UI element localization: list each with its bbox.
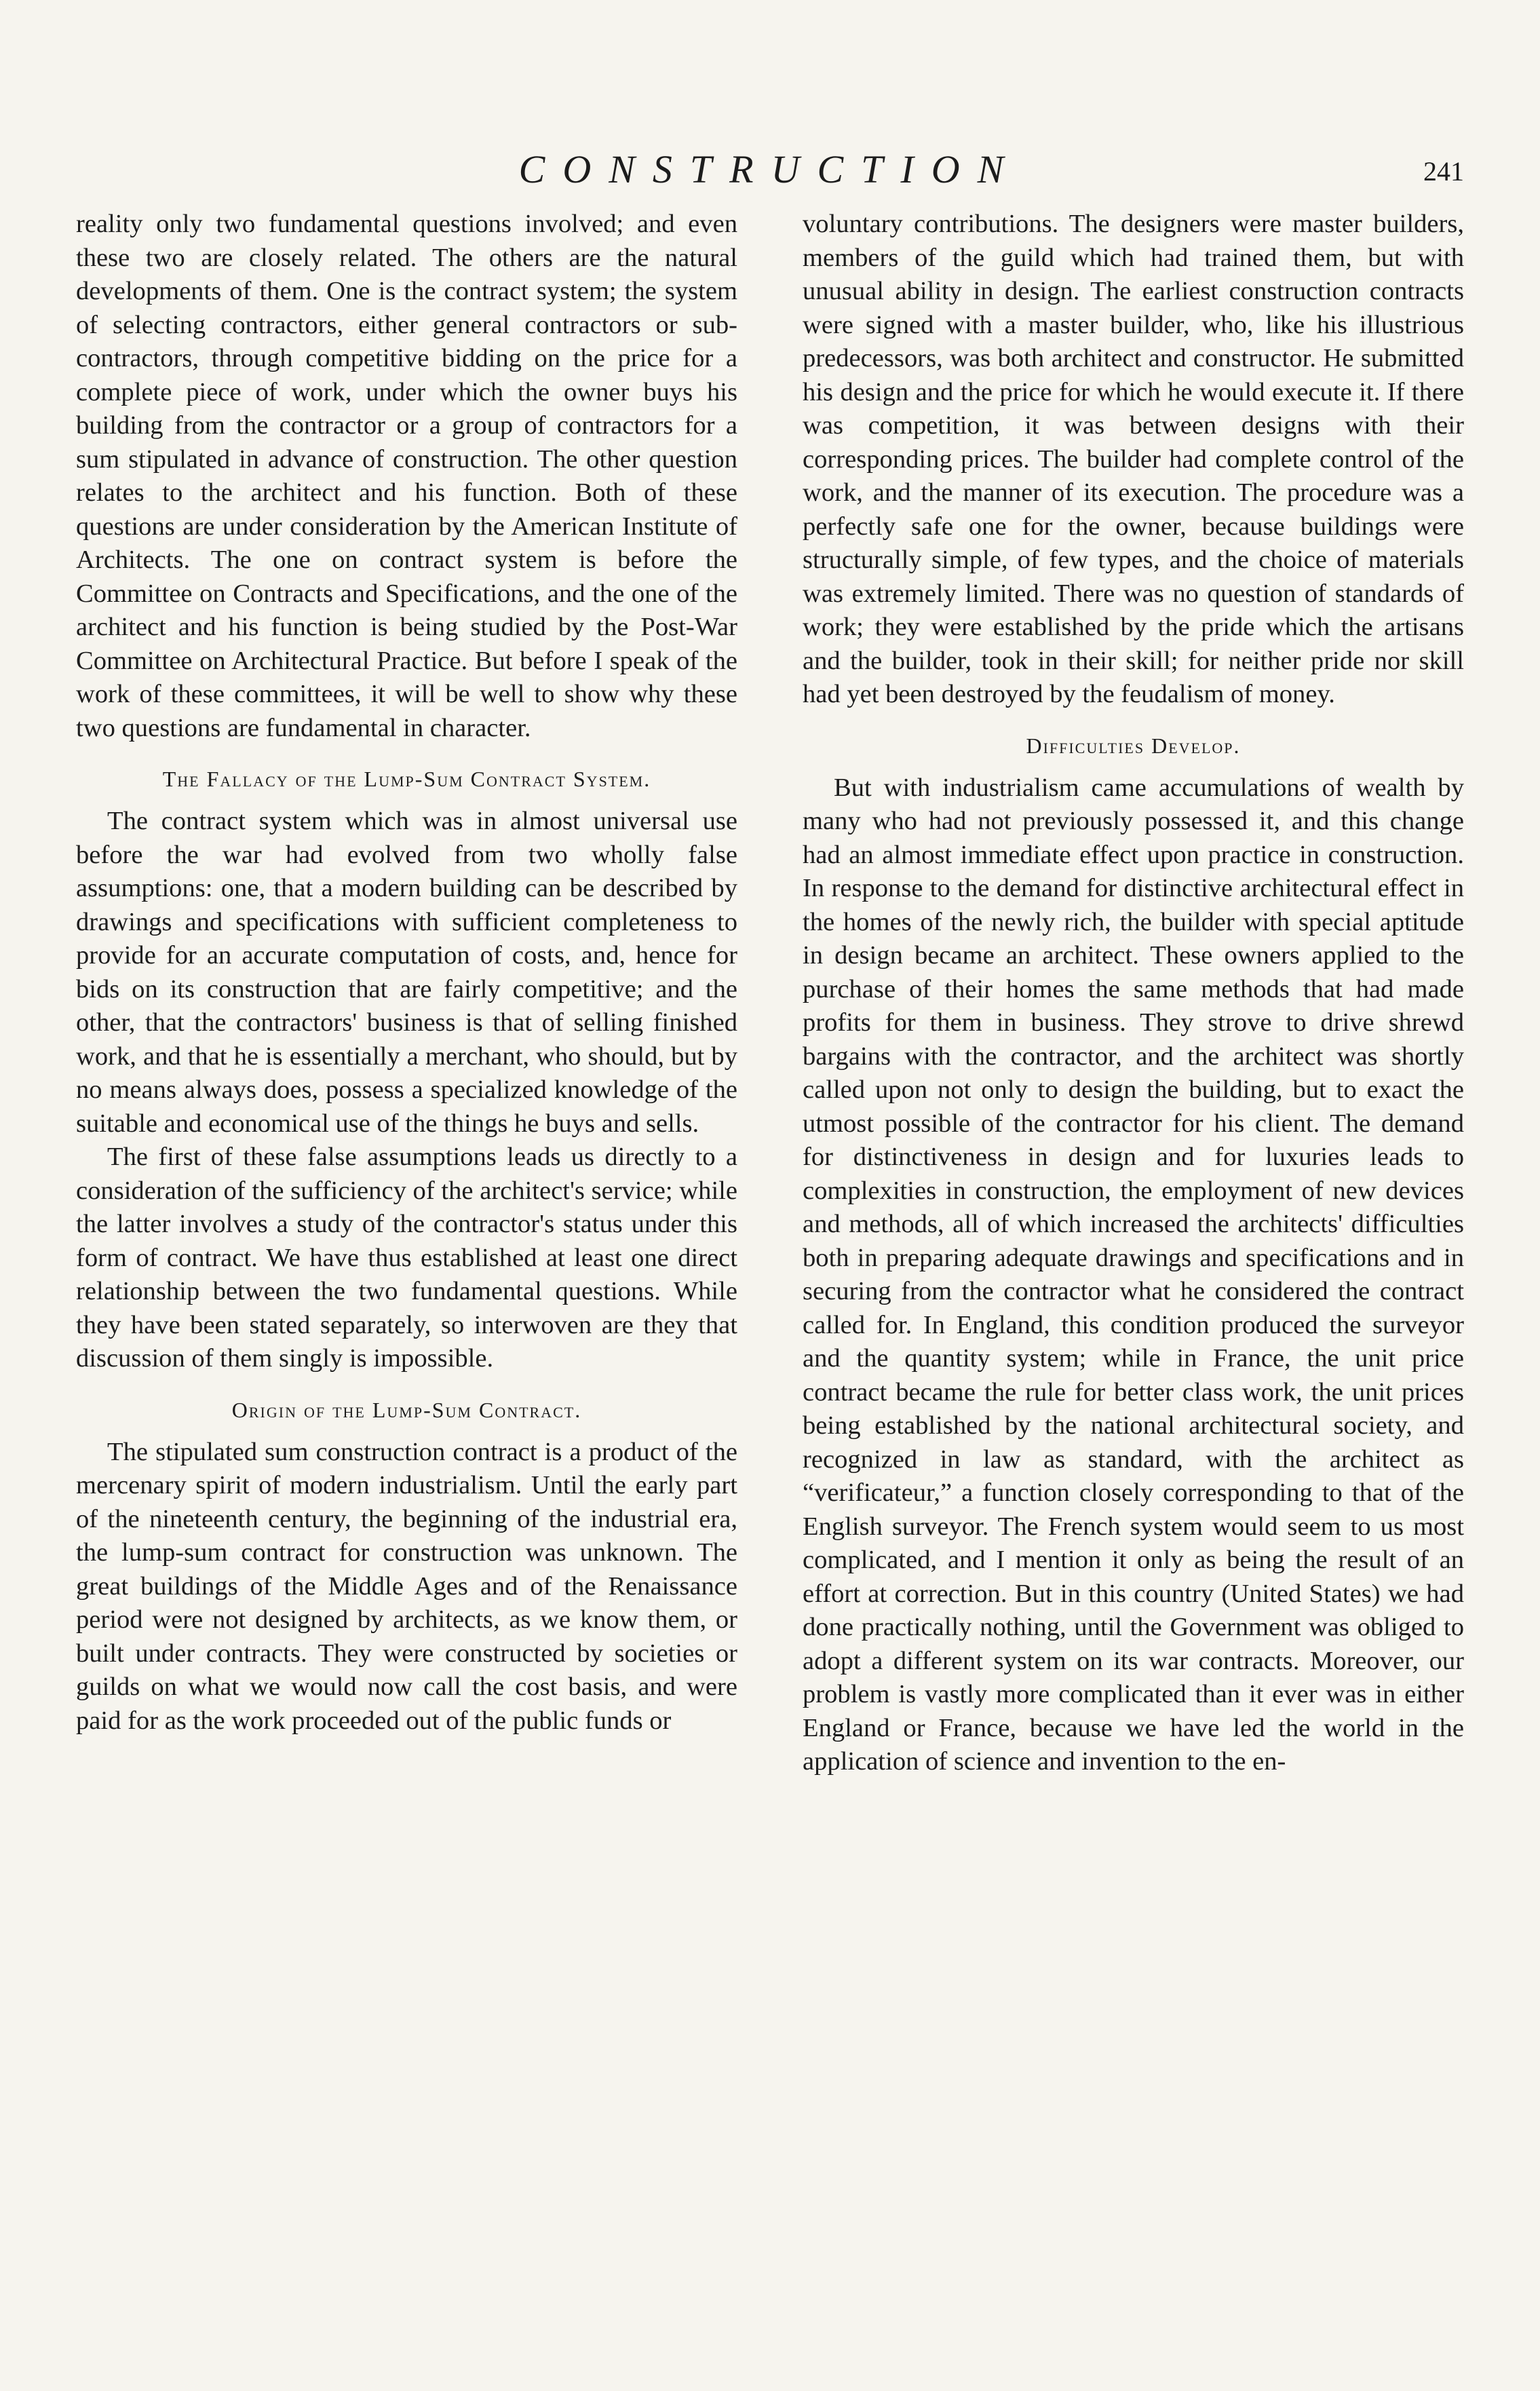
section-heading: Origin of the Lump-Sum Contract. [231,1397,582,1422]
journal-title: CONSTRUCTION [518,147,1022,191]
paragraph: The stipulated sum construction contract is a product of the mercenary spirit of modern industrialism. Until the early part of the nineteenth century, the beginning of the industrial era, the lump-sum contract for construction was unknown. The great buildings of the Middle Ages and of the Renaissance period were not designed by architects, as we know them, or built under contracts. They were constructed by societies or guilds on what we would now call the cost basis, and were paid for as the work proceeded out of the public funds or [76,1437,737,1735]
right-column [803,208,1464,1779]
paragraph: But with industrialism came accumulations of wealth by many who had not previously possessed it, and this change had an almost immediate effect upon practice in construction. In response to the demand for distinctive architectural effect in the homes of the newly rich, the builder with special aptitude in design became an architect. These owners applied to the purchase of their homes the same methods that had made profits for them in business. They strove to drive shrewd bargains with the contractor, and the architect was shortly called upon not only to design the building, but to exact the utmost possible of the contractor for his client. The demand for distinctiveness in design and for luxuries leads to complexities in construction, the employment of new devices and methods, all of which increased the architects' difficulties both in preparing adequate drawings and specifications and in securing from the contractor what he considered the contract called for. In England, this condition produced the surveyor and the quantity system; while in France, the unit price contract became the rule for better class work, the unit prices being established by the national architectural society, and recognized in law as standard, with the architect as “verificateur,” a function closely corresponding to that of the English surveyor. The French system would seem to us most complicated, and I mention it only as being the result of an effort at correction. But in this country (United States) we had done practically nothing, until the Government was obliged to adopt a different system on its war contracts. Moreover, our problem is vastly more complicated than it ever was in either England or France, because we have led the world in the application of science and invention to the en- [803,773,1464,1776]
section-heading: Difficulties Develop. [1026,733,1241,758]
paragraph: The contract system which was in almost universal use before the war had evolved from two wholly false assumptions: one, that a modern building can be described by drawings and specifications with sufficient completeness to provide for an accurate computation of costs, and, hence for bids on its construction that are fairly competitive; and the other, that the contractors' business is that of selling finished work, and that he is essentially a merchant, who should, but by no means always does, possess a specialized knowledge of the suitable and economical use of the things he buys and sells. [76,807,737,1138]
section-heading: The Fallacy of the Lump-Sum Contract System. [162,767,651,791]
paragraph: reality only two fundamental questions involved; and even these two are closely related. The others are the natural developments of them. One is the contract system; the system of selecting contractors, either general contractors or sub-contractors, through competitive bidding on the price for a complete piece of work, under which the owner buys his building from the contractor or a group of contractors for a sum stipulated in advance of construction. The other question relates to the architect and his function. Both of these questions are under consideration by the American Institute of Architects. The one on contract system is before the Committee on Contracts and Specifications, and the one of the architect and his function is being studied by the Post-War Committee on Architectural Practice. But before I speak of the work of these committees, it will be well to show why these two questions are fundamental in character. [76,210,737,742]
left-column [76,208,737,1738]
paragraph: voluntary contributions. The designers were master builders, members of the guild which had trained them, but with unusual ability in design. The earliest construction contracts were signed with a master builder, who, like his illustrious predecessors, was both architect and constructor. He submitted his design and the price for which he would execute it. If there was competition, it was between designs with their corresponding prices. The builder had complete control of the work, and the manner of its execution. The procedure was a perfectly safe one for the owner, because buildings were structurally simple, of few types, and the choice of materials was extremely limited. There was no question of standards of work; they were established by the pride which the artisans and the builder, took in their skill; for neither pride nor skill had yet been destroyed by the feudalism of money. [803,210,1464,708]
page-number: 241 [1423,156,1464,187]
page-header [0,142,1540,197]
paragraph: The first of these false assumptions leads us directly to a consideration of the sufficiency of the architect's service; while the latter involves a study of the contractor's status under this form of contract. We have thus established at least one direct relationship between the two fundamental questions. While they have been stated separately, so interwoven are they that discussion of them singly is impossible. [76,1143,737,1373]
